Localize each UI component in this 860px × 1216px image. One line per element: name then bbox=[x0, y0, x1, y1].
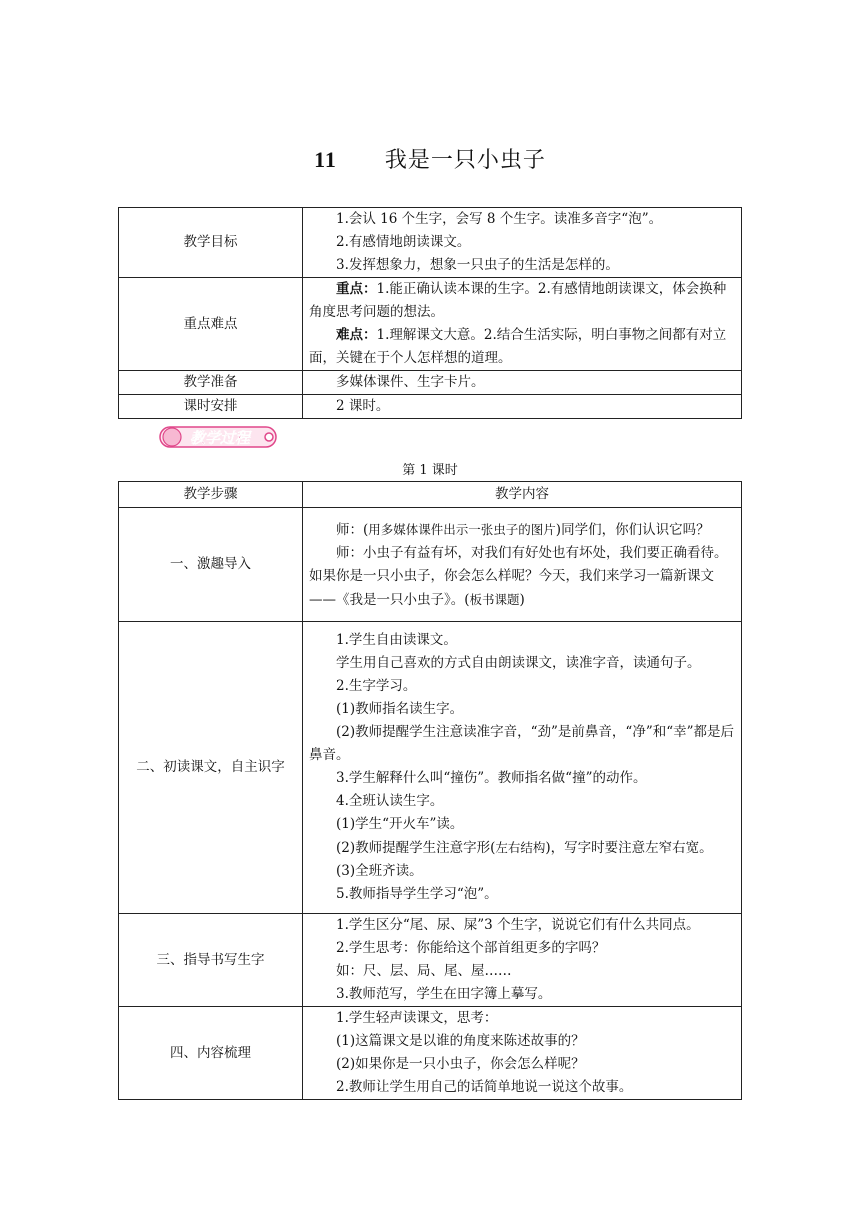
text-line: (1)这篇课文是以谁的角度来陈述故事的？ bbox=[336, 1033, 585, 1049]
step-content bbox=[303, 1007, 742, 1100]
text-line bbox=[309, 278, 737, 324]
row-label: 教学目标 bbox=[119, 208, 303, 278]
table-header bbox=[119, 482, 742, 508]
banner-label: 教学过程 bbox=[189, 429, 251, 447]
table-row bbox=[119, 371, 742, 395]
note-text: 用多媒体课件出示一张虫子的图片 bbox=[368, 521, 556, 537]
text-span: (2)教师提醒学生注意字形( bbox=[336, 840, 496, 856]
text-line bbox=[309, 836, 737, 860]
text-line: (2)如果你是一只小虫子，你会怎么样呢？ bbox=[336, 1056, 585, 1072]
step-content bbox=[303, 914, 742, 1007]
table-row bbox=[119, 208, 742, 278]
text-line: (3)全班齐读。 bbox=[336, 863, 423, 879]
step-content bbox=[303, 508, 742, 622]
text-line: 学生用自己喜欢的方式自由朗读课文，读准字音，读通句子。 bbox=[336, 655, 701, 671]
text-line: (1)学生“开火车”读。 bbox=[336, 816, 464, 832]
process-table bbox=[118, 481, 742, 1100]
text-line: 5.教师指导学生学习“泡”。 bbox=[336, 886, 498, 902]
dot-icon bbox=[265, 433, 273, 441]
text-line: 2 课时。 bbox=[336, 398, 390, 414]
step-label: 三、指导书写生字 bbox=[119, 914, 303, 1007]
text-span: 师：( bbox=[336, 521, 369, 538]
header-content: 教学内容 bbox=[303, 482, 742, 508]
table-row bbox=[119, 622, 742, 914]
text-span: ) bbox=[519, 591, 525, 608]
step-content bbox=[303, 622, 742, 914]
lesson-title: 我是一只小虫子 bbox=[384, 148, 546, 173]
text-line: 如：尺、层、局、尾、屋…… bbox=[336, 963, 512, 979]
text-span: )同学们，你们认识它吗？ bbox=[555, 521, 710, 538]
header-step: 教学步骤 bbox=[119, 482, 303, 508]
text-line: 3.发挥想象力，想象一只虫子的生活是怎样的。 bbox=[336, 257, 619, 273]
hard-label: 难点： bbox=[336, 327, 377, 343]
page-title bbox=[0, 143, 860, 174]
text-line: 3.学生解释什么叫“撞伤”。教师指名做“撞”的动作。 bbox=[336, 770, 647, 786]
text-line: 3.教师范写，学生在田字簿上摹写。 bbox=[336, 986, 552, 1002]
row-label: 课时安排 bbox=[119, 395, 303, 419]
text-line: 1.学生自由读课文。 bbox=[336, 632, 457, 648]
table-row bbox=[119, 395, 742, 419]
text-line: (1)教师指名读生字。 bbox=[336, 701, 464, 717]
row-content bbox=[303, 371, 742, 395]
lesson-label: 第 1 课时 bbox=[402, 463, 458, 478]
lesson-number: 11 bbox=[314, 147, 337, 172]
step-label: 二、初读课文，自主识字 bbox=[119, 622, 303, 914]
text-line: 2.生字学习。 bbox=[336, 678, 417, 694]
table-row bbox=[119, 1007, 742, 1100]
text-line bbox=[309, 324, 737, 370]
hard-text: 1.理解课文大意。2.结合生活实际，明白事物之间都有对立面，关键在于个人怎样想的道理。 bbox=[309, 327, 727, 366]
overview-table bbox=[118, 207, 742, 419]
text-line: 1.会认 16 个生字，会写 8 个生字。读准多音字“泡”。 bbox=[336, 211, 663, 227]
step-label: 一、激趣导入 bbox=[119, 508, 303, 622]
row-label: 教学准备 bbox=[119, 371, 303, 395]
row-label: 重点难点 bbox=[119, 278, 303, 371]
text-line bbox=[309, 542, 737, 612]
text-line: 2.有感情地朗读课文。 bbox=[336, 234, 471, 250]
text-span: 师：小虫子有益有坏，对我们有好处也有坏处，我们要正确看待。如果你是一只小虫子，你会怎么样呢？今天，我们来学习一篇新课文——《我是一只小虫子》。( bbox=[309, 544, 728, 608]
flower-icon bbox=[163, 428, 181, 446]
teaching-process-banner bbox=[158, 421, 280, 453]
text-line: 1.学生区分“尾、尿、屎”3 个生字，说说它们有什么共同点。 bbox=[336, 917, 700, 933]
text-line: 多媒体课件、生字卡片。 bbox=[336, 374, 485, 390]
text-line: 1.学生轻声读课文，思考： bbox=[336, 1010, 498, 1026]
text-line bbox=[309, 518, 737, 542]
text-line: (2)教师提醒学生注意读准字音，“劲”是前鼻音，“净”和“幸”都是后鼻音。 bbox=[309, 724, 735, 763]
step-label: 四、内容梳理 bbox=[119, 1007, 303, 1100]
text-line: 2.学生思考：你能给这个部首组更多的字吗？ bbox=[336, 940, 606, 956]
note-text: 左右结构 bbox=[495, 840, 546, 855]
row-content bbox=[303, 208, 742, 278]
text-line: 2.教师让学生用自己的话简单地说一说这个故事。 bbox=[336, 1079, 633, 1095]
note-text: 板书课题 bbox=[469, 591, 520, 607]
row-content bbox=[303, 395, 742, 419]
text-line: 4.全班认读生字。 bbox=[336, 793, 444, 809]
row-content bbox=[303, 278, 742, 371]
table-row bbox=[119, 914, 742, 1007]
text-span: )，写字时要注意左窄右宽。 bbox=[545, 840, 713, 856]
key-text: 1.能正确认读本课的生字。2.有感情地朗读课文，体会换种角度思考问题的想法。 bbox=[309, 281, 727, 320]
key-label: 重点： bbox=[336, 281, 377, 297]
table-row bbox=[119, 508, 742, 622]
table-row bbox=[119, 278, 742, 371]
